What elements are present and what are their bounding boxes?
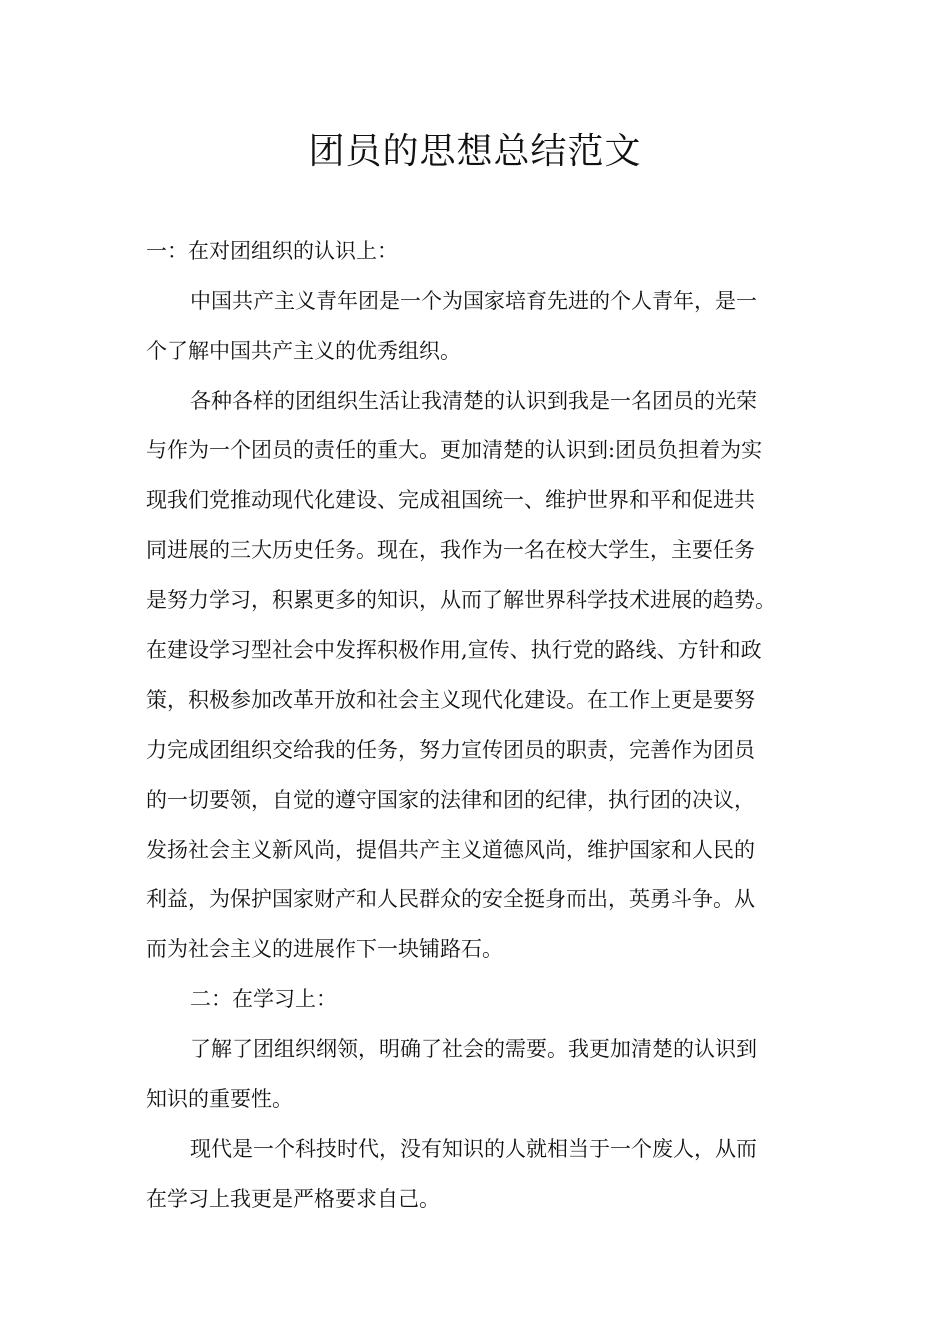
paragraph-line: 的一切要领，自觉的遵守国家的法律和团的纪律，执行团的决议， <box>146 788 755 812</box>
paragraph-line: 力完成团组织交给我的任务，努力宣传团员的职责，完善作为团员 <box>146 738 755 762</box>
paragraph-line: 知识的重要性。 <box>146 1087 293 1111</box>
paragraph-line: 在学习上我更是严格要求自己。 <box>146 1187 440 1211</box>
paragraph-line: 发扬社会主义新风尚，提倡共产主义道德风尚，维护国家和人民的 <box>146 838 755 862</box>
paragraph-line: 在建设学习型社会中发挥积极作用,宣传、执行党的路线、方针和政 <box>146 638 762 662</box>
paragraph-line: 个了解中国共产主义的优秀组织。 <box>146 339 461 363</box>
document-title: 团员的思想总结范文 <box>308 131 642 172</box>
paragraph-line: 利益，为保护国家财产和人民群众的安全挺身而出，英勇斗争。从 <box>146 887 755 911</box>
paragraph-line: 中国共产主义青年团是一个为国家培育先进的个人青年，是一 <box>190 289 757 313</box>
paragraph-line: 而为社会主义的进展作下一块铺路石。 <box>146 937 503 961</box>
paragraph-line: 现代是一个科技时代，没有知识的人就相当于一个废人，从而 <box>190 1137 757 1161</box>
section-heading-2: 二：在学习上： <box>190 987 337 1011</box>
paragraph-line: 现我们党推动现代化建设、完成祖国统一、维护世界和平和促进共 <box>146 488 755 512</box>
paragraph-line: 各种各样的团组织生活让我清楚的认识到我是一名团员的光荣 <box>190 389 757 413</box>
paragraph-line: 是努力学习，积累更多的知识，从而了解世界科学技术进展的趋势。 <box>146 588 776 612</box>
paragraph-line: 同进展的三大历史任务。现在，我作为一名在校大学生，主要任务 <box>146 538 755 562</box>
paragraph-line: 了解了团组织纲领，明确了社会的需要。我更加清楚的认识到 <box>190 1037 757 1061</box>
paragraph-line: 与作为一个团员的责任的重大。更加清楚的认识到:团员负担着为实 <box>146 438 763 462</box>
section-heading-1: 一：在对团组织的认识上： <box>146 239 398 263</box>
paragraph-line: 策，积极参加改革开放和社会主义现代化建设。在工作上更是要努 <box>146 688 755 712</box>
